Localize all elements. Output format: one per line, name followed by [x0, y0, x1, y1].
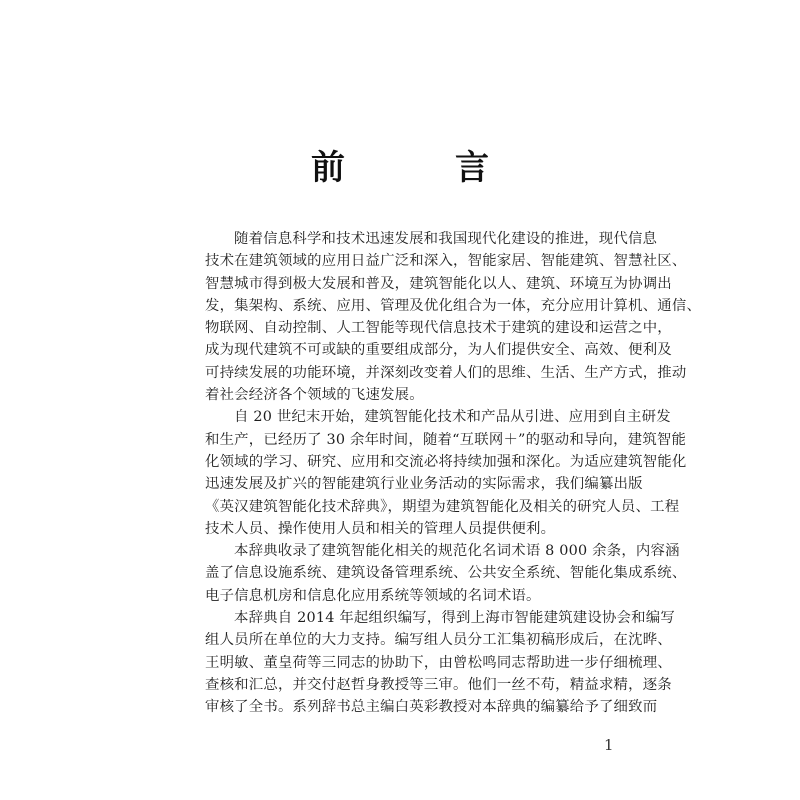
- text-line: 发，集架构、系统、应用、管理及优化组合为一体，充分应用计算机、通信、: [205, 297, 702, 314]
- text-line: 随着信息科学和技术迅速发展和我国现代化建设的推进，现代信息: [234, 231, 658, 247]
- text-line: 组人员所在单位的大力支持。编写组人员分工汇集初稿形成后，在沈晔、: [205, 632, 672, 649]
- preface-body: [205, 228, 702, 719]
- text-line: 盖了信息设施系统、建筑设备管理系统、公共安全系统、智能化集成系统、: [205, 565, 687, 582]
- text-line: 查核和汇总，并交付赵哲身教授等三审。他们一丝不苟，精益求精，逐条: [205, 676, 672, 693]
- text-line: 可持续发展的功能环境，并深刻改变着人们的思维、生活、生产方式，推动: [205, 364, 687, 381]
- text-line: 自 20 世纪末开始，建筑智能化技术和产品从引进、应用到自主研发: [234, 409, 671, 426]
- text-line: 《英汉建筑智能化技术辞典》，期望为建筑智能化及相关的研究人员、工程: [205, 498, 680, 515]
- text-line: 王明敏、董皇荷等三同志的协助下，由曾松鸣同志帮助进一步仔细梳理、: [205, 654, 672, 671]
- text-line: 智慧城市得到极大发展和普及，建筑智能化以人、建筑、环境互为协调出: [205, 275, 672, 292]
- text-line: 审核了全书。系列辞书总主编白英彩教授对本辞典的编纂给予了细致而: [205, 699, 658, 716]
- text-line: 和生产，已经历了 30 余年时间，随着“互联网＋”的驱动和导向，建筑智能: [205, 431, 687, 448]
- text-line: 本辞典收录了建筑智能化相关的规范化名词术语 8 000 余条，内容涵: [234, 543, 680, 560]
- text-line: 本辞典自 2014 年起组织编写，得到上海市智能建筑建设协会和编写: [234, 610, 675, 627]
- text-line: 着社会经济各个领域的飞速发展。: [205, 387, 424, 404]
- text-line: 化领域的学习、研究、应用和交流必将持续加强和深化。为适应建筑智能化: [205, 453, 687, 470]
- text-line: 成为现代建筑不可或缺的重要组成部分，为人们提供安全、高效、便利及: [205, 342, 672, 359]
- text-line: 技术人员、操作使用人员和相关的管理人员提供便利。: [205, 520, 556, 537]
- text-line: 迅速发展及扩兴的智能建筑行业业务活动的实际需求，我们编纂出版: [205, 476, 643, 493]
- text-line: 技术在建筑领域的应用日益广泛和深入，智能家居、智能建筑、智慧社区、: [205, 253, 687, 270]
- text-line: 物联网、自动控制、人工智能等现代信息技术于建筑的建设和运营之中，: [205, 320, 672, 337]
- page-title: 前 言: [311, 148, 527, 188]
- text-line: 电子信息机房和信息化应用系统等领域的名词术语。: [205, 587, 541, 604]
- page-number: 1: [604, 736, 614, 754]
